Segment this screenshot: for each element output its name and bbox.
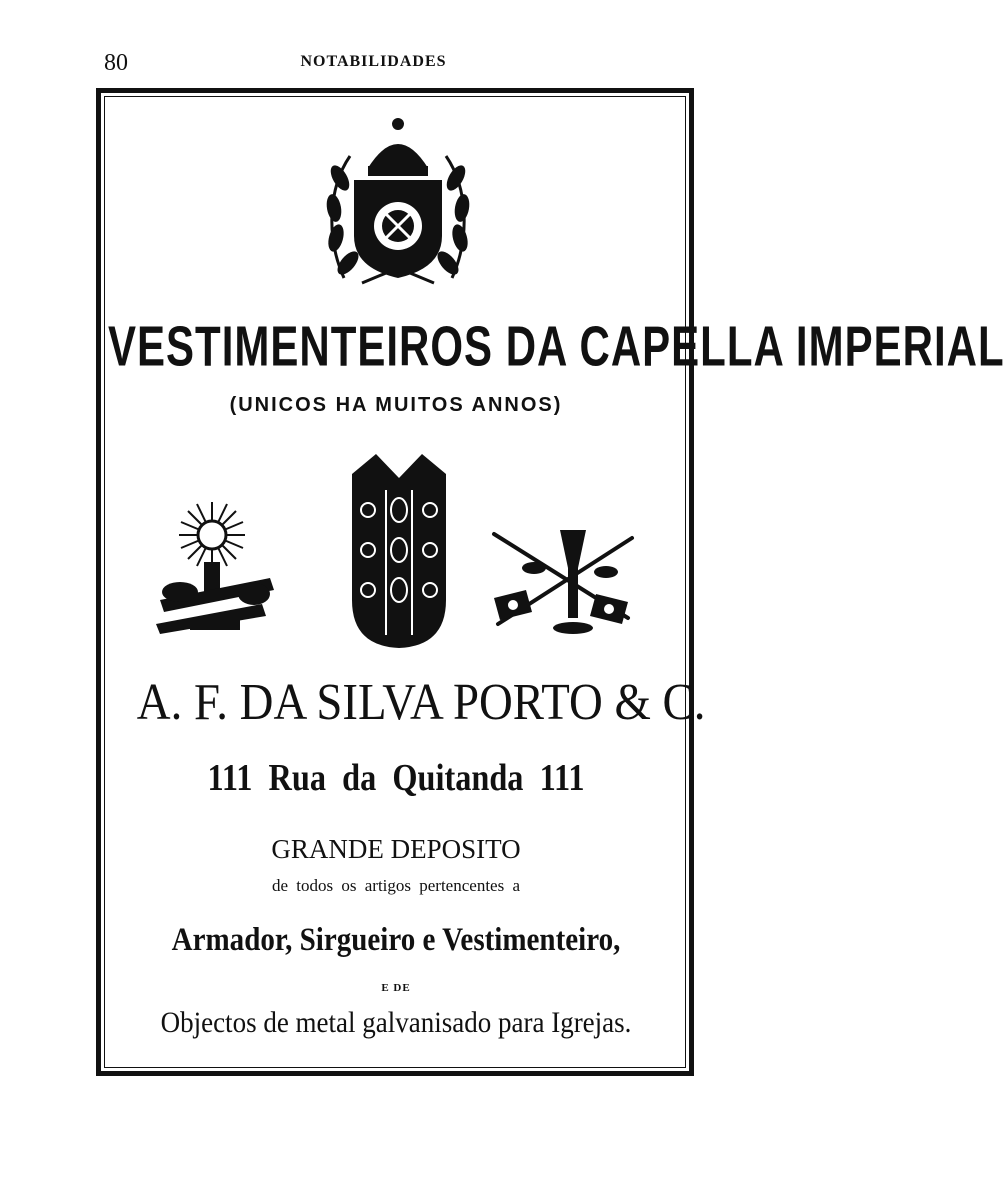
- subheadline: (UNICOS HA MUITOS ANNOS): [229, 394, 563, 416]
- address: 111 Rua da Quitanda 111: [207, 757, 585, 799]
- running-title: NOTABILIDADES: [300, 53, 447, 70]
- deposit-title: GRANDE DEPOSITO: [271, 834, 521, 864]
- sun-monstrance-icon: [150, 500, 280, 640]
- company-name: A. F. DA SILVA PORTO & C.: [136, 674, 706, 731]
- page-number: 80: [104, 50, 128, 76]
- coat-of-arms-icon: [322, 118, 474, 290]
- chasuble-icon: [348, 450, 450, 650]
- crossed-spears-icon: [488, 528, 638, 638]
- deposit-description: de todos os artigos pertencentes a: [271, 876, 520, 895]
- objects-line: Objectos de metal galvanisado para Igrejas.: [160, 1006, 632, 1039]
- headline: VESTIMENTEIROS DA CAPELLA IMPERIAL: [108, 314, 1005, 378]
- trades-line: Armador, Sirgueiro e Vestimenteiro,: [171, 922, 621, 958]
- connector-text: E DE: [381, 982, 411, 994]
